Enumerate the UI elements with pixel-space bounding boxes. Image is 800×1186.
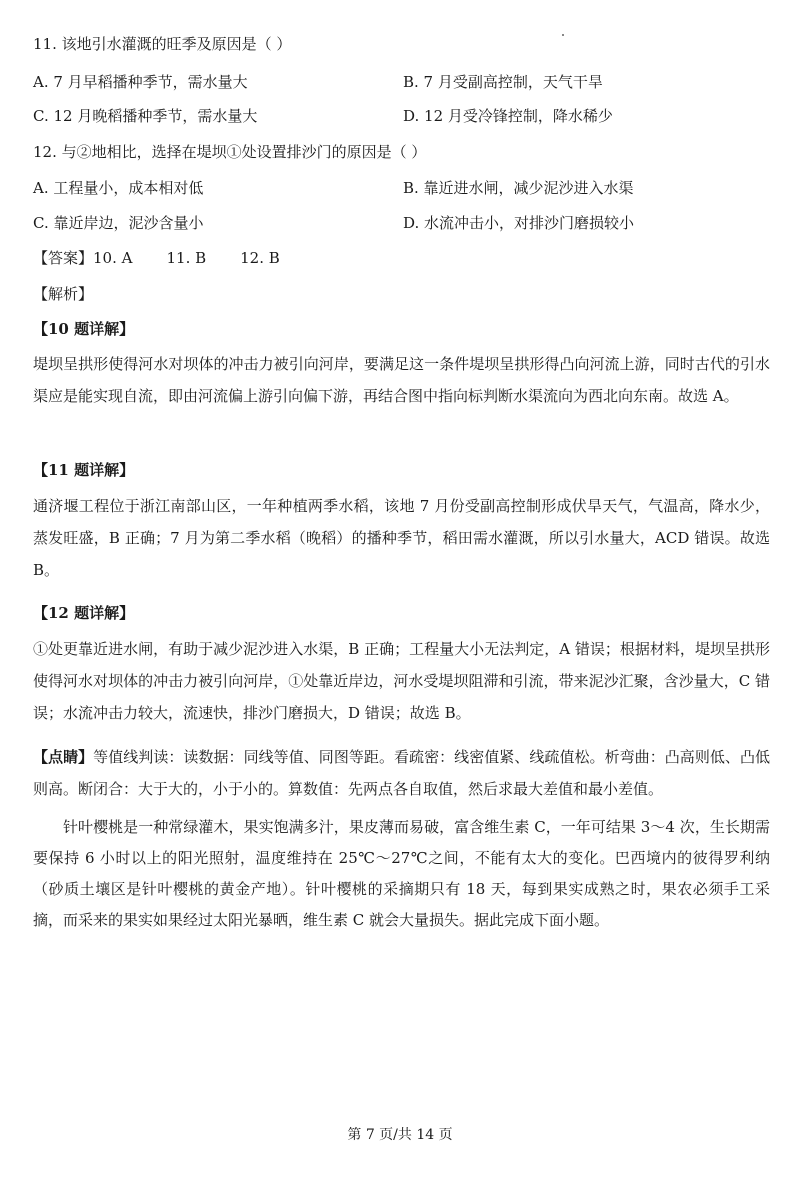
- detail-10-text: 堤坝呈拱形使得河水对坝体的冲击力被引向河岸，要满足这一条件堤坝呈拱形得凸向河流上游，同时古代的引水渠应是能实现自流，即由河流偏上游引向偏下游，再结合图中指向标判断水渠流向为西北向东南。故选 A。: [33, 355, 770, 405]
- q12-option-c: C. 靠近岸边，泥沙含量小: [33, 214, 204, 232]
- detail-12-title: 【12 题详解】: [33, 604, 135, 622]
- answer-10: 10. A: [93, 249, 133, 267]
- material-paragraph: 针叶樱桃是一种常绿灌木，果实饱满多汁，果皮薄而易破，富含维生素 C，一年可结果 3～4 次，生长期需要保持 6 小时以上的阳光照射，温度维持在 25℃～27℃之间，不能有太大的变化。巴西境内的彼得罗利纳（砂质土壤区是针叶樱桃的黄金产地）。针叶樱桃的采摘期只有 18 天，每到果实成熟之时，果农必须手工采摘，而采来的果实如果经过太阳光暴晒，维生素 C 就会大量损失。据此完成下面小题。: [33, 818, 770, 929]
- q11-option-c: C. 12 月晚稻播种季节，需水量大: [33, 107, 258, 125]
- detail-11-text: 通济堰工程位于浙江南部山区，一年种植两季水稻，该地 7 月份受副高控制形成伏旱天气，气温高，降水少，蒸发旺盛，B 正确；7 月为第二季水稻（晚稻）的播种季节，稻田需水灌溉，所以引水量大，ACD 错误。故选 B。: [33, 497, 770, 579]
- answer-row: [33, 248, 314, 268]
- q11-stem: 11. 该地引水灌溉的旺季及原因是（ ）: [33, 35, 292, 53]
- q11-option-a: A. 7 月早稻播种季节，需水量大: [33, 73, 248, 91]
- answer-12: 12. B: [240, 249, 280, 267]
- q12-option-b: B. 靠近进水闸，减少泥沙进入水渠: [403, 179, 634, 197]
- q12-option-d: D. 水流冲击小，对排沙门磨损较小: [403, 214, 635, 232]
- detail-10-title: 【10 题详解】: [33, 320, 135, 338]
- q11-option-b: B. 7 月受副高控制，天气干旱: [403, 73, 603, 91]
- tip-label: 【点睛】: [33, 748, 94, 766]
- page-footer: 第 7 页/共 14 页: [347, 1127, 453, 1143]
- analysis-label: 【解析】: [33, 285, 94, 303]
- q12-option-a: A. 工程量小，成本相对低: [33, 179, 204, 197]
- detail-12-text: ①处更靠近进水闸，有助于减少泥沙进入水渠，B 正确；工程量大小无法判定，A 错误；根据材料，堤坝呈拱形使得河水对坝体的冲击力被引向河岸，①处靠近岸边，河水受堤坝阻滞和引流，带来泥沙汇聚，含沙量大，C 错误；水流冲击力较大，流速快，排沙门磨损大，D 错误；故选 B。: [33, 640, 770, 722]
- answer-label: 【答案】: [33, 249, 94, 267]
- detail-11-title: 【11 题详解】: [33, 461, 135, 479]
- q12-stem: 12. 与②地相比，选择在堤坝①处设置排沙门的原因是（ ）: [33, 143, 427, 161]
- tip-text: 等值线判读：读数据：同线等值、同图等距。看疏密：线密值紧、线疏值松。析弯曲：凸高则低、凸低则高。断闭合：大于大的，小于小的。算数值：先两点各自取值，然后求最大差值和最小差值。: [33, 748, 770, 798]
- tip-block: [33, 741, 770, 805]
- scan-dot: [562, 34, 564, 36]
- q11-option-d: D. 12 月受冷锋控制，降水稀少: [403, 107, 613, 125]
- answer-11: 11. B: [166, 249, 207, 267]
